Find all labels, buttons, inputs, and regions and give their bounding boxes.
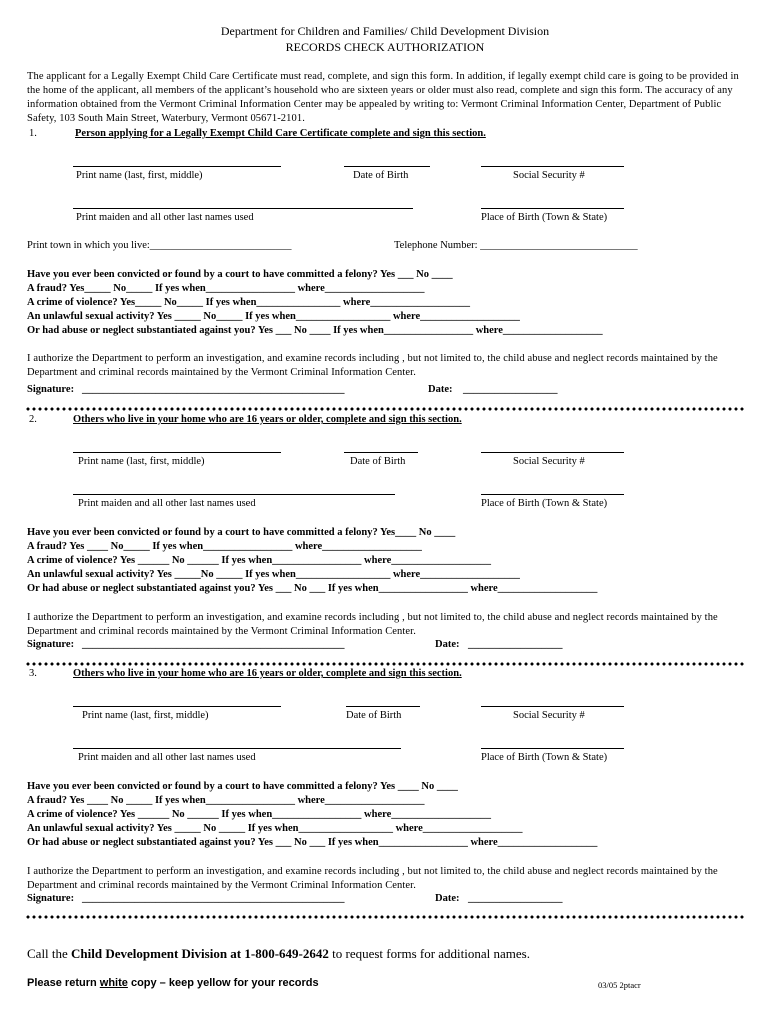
section-3-name-field[interactable] <box>73 706 281 707</box>
form-title: RECORDS CHECK AUTHORIZATION <box>285 40 485 54</box>
form-code: 03/05 2ptacr <box>598 980 641 990</box>
pob-label: Place of Birth (Town & State) <box>481 752 608 763</box>
section-2-pob-field[interactable] <box>481 494 624 495</box>
section-1-title: Person applying for a Legally Exempt Child Care Certificate complete and sign this section. <box>75 128 486 139</box>
section-3-dob-field[interactable] <box>346 706 420 707</box>
section-2-name-field[interactable] <box>73 452 281 453</box>
print-name-label: Print name (last, first, middle) <box>76 170 203 181</box>
authorization-text: I authorize the Department to perform an investigation, and examine records including , but not limited to, the child abuse and neglect records maintained by the Department and criminal records maintained by the Vermont Criminal Information Center. <box>27 612 718 637</box>
section-3-pob-field[interactable] <box>481 748 624 749</box>
violence-question[interactable]: A crime of violence? Yes_____ No_____ If yes when________________ where___________________ <box>27 297 470 308</box>
print-name-label: Print name (last, first, middle) <box>78 456 205 467</box>
sexual-activity-question[interactable]: An unlawful sexual activity? Yes _____ No _____ If yes when__________________ where___________________ <box>27 823 523 834</box>
date-label: Date: <box>435 639 460 650</box>
return-white: white <box>99 977 128 989</box>
return-instructions <box>27 977 319 989</box>
violence-question[interactable]: A crime of violence? Yes ______ No ______ If yes when_________________ where___________________ <box>27 809 491 820</box>
phone-field[interactable]: Telephone Number: ______________________________ <box>394 240 638 251</box>
section-2-dob-field[interactable] <box>344 452 418 453</box>
authorization-text: I authorize the Department to perform an investigation, and examine records including , but not limited to, the child abuse and neglect records maintained by the Department and criminal records maintained by the Vermont Criminal Information Center. <box>27 353 718 378</box>
section-3-date-field[interactable]: __________________ <box>468 893 563 904</box>
abuse-neglect-question[interactable]: Or had abuse or neglect substantiated against you? Yes ___ No ___ If yes when_________________ where___________________ <box>27 583 598 594</box>
dob-label: Date of Birth <box>353 170 409 181</box>
section-2-title: Others who live in your home who are 16 years or older, complete and sign this section. <box>73 414 462 425</box>
date-label: Date: <box>428 384 453 395</box>
dotted-divider <box>25 915 745 919</box>
authorization-text: I authorize the Department to perform an investigation, and examine records including , but not limited to, the child abuse and neglect records maintained by the Department and criminal records maintained by the Vermont Criminal Information Center. <box>27 866 718 891</box>
felony-question[interactable]: Have you ever been convicted or found by a court to have committed a felony? Yes ____ No ____ <box>27 781 458 792</box>
section-2-date-field[interactable]: __________________ <box>468 639 563 650</box>
sexual-activity-question[interactable]: An unlawful sexual activity? Yes _____ No_____ If yes when__________________ where___________________ <box>27 311 520 322</box>
section-2-signature-field[interactable]: __________________________________________________ <box>82 639 345 650</box>
return-prefix: Please return <box>27 977 100 989</box>
fraud-question[interactable]: A fraud? Yes_____ No_____ If yes when_________________ where___________________ <box>27 283 425 294</box>
dotted-divider <box>25 662 745 666</box>
abuse-neglect-question[interactable]: Or had abuse or neglect substantiated against you? Yes ___ No ____ If yes when_________________ where___________________ <box>27 325 603 336</box>
maiden-label: Print maiden and all other last names used <box>78 752 256 763</box>
pob-label: Place of Birth (Town & State) <box>481 498 608 509</box>
sexual-activity-question[interactable]: An unlawful sexual activity? Yes _____No _____ If yes when__________________ where___________________ <box>27 569 520 580</box>
section-3-ssn-field[interactable] <box>481 706 624 707</box>
maiden-label: Print maiden and all other last names used <box>78 498 256 509</box>
abuse-neglect-question[interactable]: Or had abuse or neglect substantiated against you? Yes ___ No ___ If yes when_________________ where___________________ <box>27 837 598 848</box>
ssn-label: Social Security # <box>513 710 585 721</box>
violence-question[interactable]: A crime of violence? Yes ______ No ______ If yes when_________________ where___________________ <box>27 555 491 566</box>
intro-paragraph: The applicant for a Legally Exempt Child Care Certificate must read, complete, and sign this form. In addition, if legally exempt child care is going to be provided in the home of the applicant, all members of the applicant’s household who are sixteen years or older must also read, complete and sign this form. The accuracy of any information obtained from the Vermont Criminal Information Center may be appealed by writing to: Vermont Criminal Information Center, Department of Public Safety, 103 South Main Street, Waterbury, Vermont 05671-2101. <box>27 71 739 124</box>
section-1-pob-field[interactable] <box>481 208 624 209</box>
dotted-divider <box>25 407 745 411</box>
signature-label: Signature: <box>27 639 75 650</box>
section-1-date-field[interactable]: __________________ <box>463 384 558 395</box>
town-field[interactable]: Print town in which you live:___________________________ <box>27 240 292 251</box>
section-2-number: 2. <box>29 414 37 425</box>
felony-question[interactable]: Have you ever been convicted or found by a court to have committed a felony? Yes ___ No ____ <box>27 269 453 280</box>
section-3-signature-field[interactable]: __________________________________________________ <box>82 893 345 904</box>
fraud-question[interactable]: A fraud? Yes ____ No_____ If yes when_________________ where___________________ <box>27 541 422 552</box>
print-name-label: Print name (last, first, middle) <box>82 710 209 721</box>
section-2-ssn-field[interactable] <box>481 452 624 453</box>
section-1-name-field[interactable] <box>73 166 281 167</box>
return-suffix: copy – keep yellow for your records <box>127 977 319 989</box>
signature-label: Signature: <box>27 384 75 395</box>
section-1-ssn-field[interactable] <box>481 166 624 167</box>
call-suffix: to request forms for additional names. <box>328 946 530 961</box>
section-3-title: Others who live in your home who are 16 years or older, complete and sign this section. <box>73 668 462 679</box>
section-3-number: 3. <box>29 668 37 679</box>
fraud-question[interactable]: A fraud? Yes ____ No _____ If yes when_________________ where___________________ <box>27 795 425 806</box>
section-3-maiden-field[interactable] <box>73 748 401 749</box>
dob-label: Date of Birth <box>350 456 406 467</box>
section-1-signature-field[interactable]: __________________________________________________ <box>82 384 345 395</box>
felony-question[interactable]: Have you ever been convicted or found by a court to have committed a felony? Yes____ No ____ <box>27 527 456 538</box>
pob-label: Place of Birth (Town & State) <box>481 212 608 223</box>
maiden-label: Print maiden and all other last names used <box>76 212 254 223</box>
department-heading: Department for Children and Families/ Child Development Division <box>220 24 550 38</box>
dob-label: Date of Birth <box>346 710 402 721</box>
ssn-label: Social Security # <box>513 456 585 467</box>
section-1-maiden-field[interactable] <box>73 208 413 209</box>
call-instructions <box>27 946 530 962</box>
division-phone: Child Development Division at 1-800-649-2642 <box>71 946 329 961</box>
call-prefix: Call the <box>27 946 72 961</box>
section-1-number: 1. <box>29 128 37 139</box>
date-label: Date: <box>435 893 460 904</box>
section-2-maiden-field[interactable] <box>73 494 395 495</box>
ssn-label: Social Security # <box>513 170 585 181</box>
section-1-dob-field[interactable] <box>344 166 430 167</box>
signature-label: Signature: <box>27 893 75 904</box>
